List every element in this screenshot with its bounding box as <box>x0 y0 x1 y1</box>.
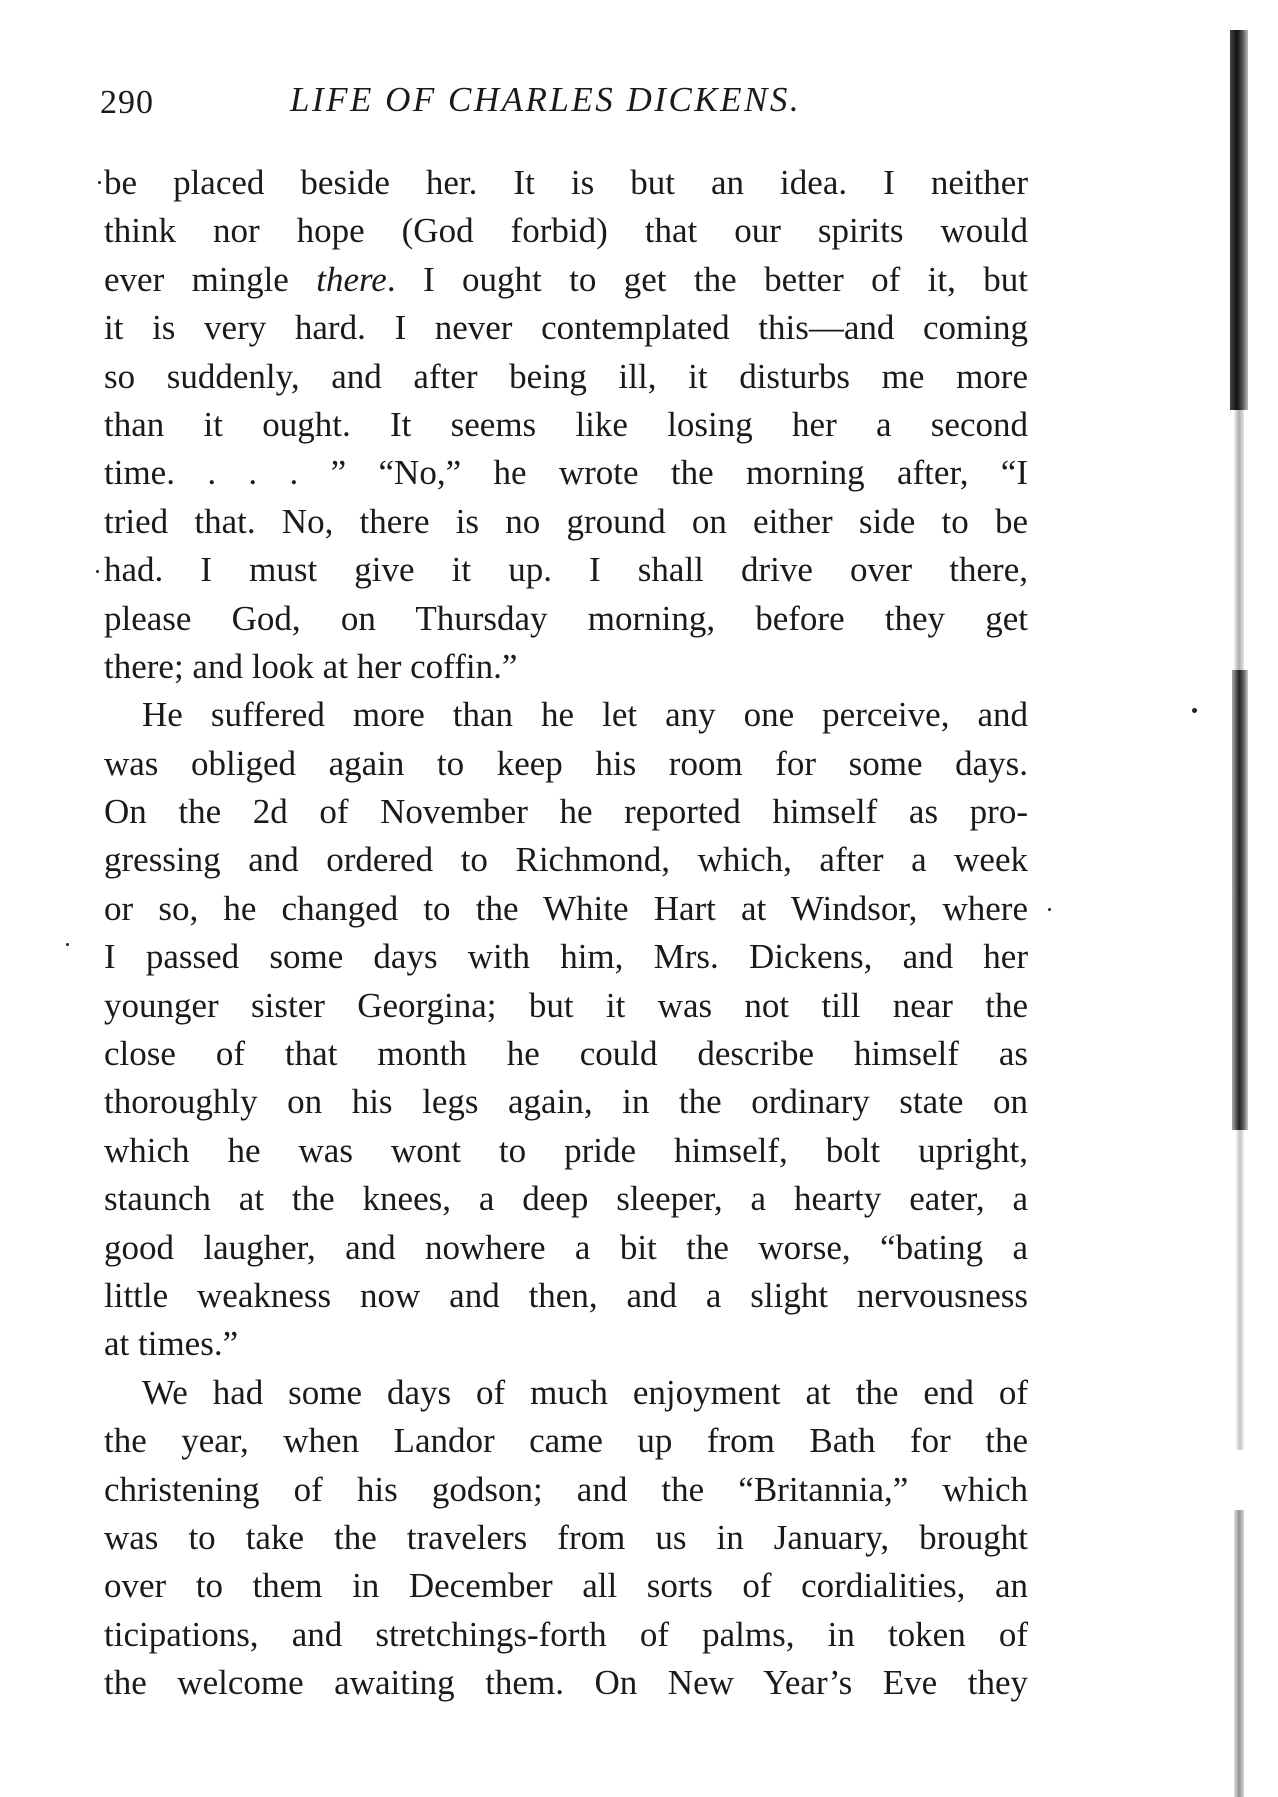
body-text <box>104 159 1028 1708</box>
binding-shadow-band <box>1232 670 1248 1130</box>
text-line: be placed beside her. It is but an idea. I neither <box>104 163 1028 202</box>
text-line: at times.” <box>104 1324 239 1364</box>
text-line: gressing and ordered to Richmond, which, after a week <box>104 840 1028 880</box>
binding-shadow-band <box>1230 30 1248 410</box>
ink-speck <box>1192 708 1197 713</box>
ink-speck <box>96 570 99 573</box>
running-head <box>100 80 1020 130</box>
text-line: tried that. No, there is no ground on either side to be <box>104 501 1028 541</box>
text-line: little weakness now and then, and a slight nervousness <box>104 1275 1028 1315</box>
text-line: I passed some days with him, Mrs. Dickens, and her <box>104 937 1028 977</box>
binding-shadow-band <box>1236 1130 1244 1450</box>
text-line: was obliged again to keep his room for some days. <box>104 743 1028 783</box>
text-line: there; and look at her coffin.” <box>104 646 518 686</box>
binding-shadow-band <box>1234 1510 1244 1797</box>
text-line: had. I must give it up. I shall drive over there, <box>104 550 1028 590</box>
text-line: so suddenly, and after being ill, it disturbs me more <box>104 356 1028 396</box>
text-line: it is very hard. I never contemplated this—and coming <box>104 308 1028 348</box>
text-line: the year, when Landor came up from Bath for the <box>104 1421 1028 1461</box>
text-line: good laugher, and nowhere a bit the worse, “bating a <box>104 1227 1028 1267</box>
text-line: was to take the travelers from us in January, brought <box>104 1517 1028 1557</box>
text-line: thoroughly on his legs again, in the ordinary state on <box>104 1082 1028 1122</box>
binding-edge-shadow <box>1204 30 1274 1797</box>
text-line: time. . . . ” “No,” he wrote the morning after, “I <box>104 453 1028 493</box>
text-line: which he was wont to pride himself, bolt upright, <box>104 1130 1028 1170</box>
text-line: staunch at the knees, a deep sleeper, a hearty eater, a <box>104 1179 1028 1219</box>
page-number: 290 <box>100 84 154 121</box>
emphasis: there <box>316 259 387 299</box>
text-line: than it ought. It seems like losing her a second <box>104 404 1028 444</box>
text-line: please God, on Thursday morning, before they get <box>104 598 1028 638</box>
text-line: We had some days of much enjoyment at the end of <box>142 1372 1028 1412</box>
text-line: younger sister Georgina; but it was not till near the <box>104 985 1028 1025</box>
text-line: the welcome awaiting them. On New Year’s Eve they <box>104 1663 1028 1703</box>
ink-speck <box>98 181 101 184</box>
text-line: over to them in December all sorts of cordialities, an <box>104 1566 1028 1606</box>
text-line: think nor hope (God forbid) that our spirits would <box>104 211 1028 251</box>
text-line: or so, he changed to the White Hart at Windsor, where <box>104 888 1028 928</box>
text-line: ever mingle there. I ought to get the better of it, but <box>104 259 1028 299</box>
text-line: close of that month he could describe himself as <box>104 1034 1028 1074</box>
text-line: christening of his godson; and the “Britannia,” which <box>104 1469 1028 1509</box>
text-line: He suffered more than he let any one perceive, and <box>142 695 1028 735</box>
text-line: ticipations, and stretchings-forth of palms, in token of <box>104 1614 1028 1654</box>
ink-speck <box>66 943 69 946</box>
running-title: LIFE OF CHARLES DICKENS. <box>290 80 802 119</box>
binding-shadow-band <box>1234 410 1244 670</box>
text-line: On the 2d of November he reported himself as pro- <box>104 792 1028 832</box>
ink-speck <box>1048 908 1051 911</box>
